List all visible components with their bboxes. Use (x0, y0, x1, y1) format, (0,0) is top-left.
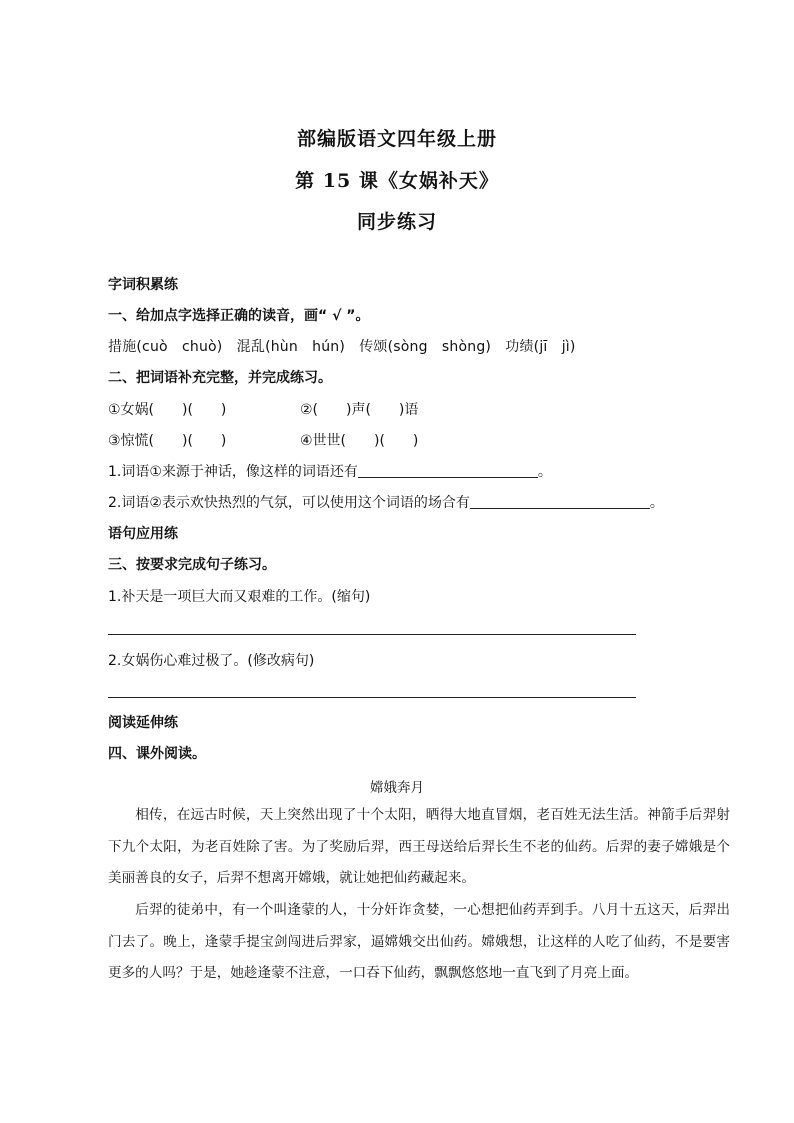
doc-title-line1: 部编版语文四年级上册 (296, 128, 497, 150)
question-2-item-4: ④世世( )( ) (300, 433, 419, 449)
question-4-prompt: 四、课外阅读。 (108, 746, 206, 762)
section-heading-reading: 阅读延伸练 (108, 715, 178, 731)
question-2-sub-2-text: 2.词语②表示欢快热烈的气氛，可以使用这个词语的场合有 (108, 495, 470, 511)
question-1-options: 措施(cuò chuò) 混乱(hùn hún) 传颂(sòng shòng) 功绩(jī jì) (108, 339, 576, 355)
answer-blank[interactable] (358, 463, 538, 478)
story-title: 嫦娥奔月 (370, 780, 424, 796)
question-2-item-2: ②( )声( )语 (300, 402, 419, 418)
doc-title-line3: 同步练习 (356, 211, 437, 233)
question-2-prompt: 二、把词语补充完整，并完成练习。 (108, 370, 332, 386)
section-heading-sentences: 语句应用练 (108, 526, 178, 542)
question-2-item-3: ③惊慌( )( ) (108, 433, 227, 449)
story-paragraph-1: 相传，在远古时候，天上突然出现了十个太阳，晒得大地直冒烟，老百姓无法生活。神箭手后羿射下九个太阳，为老百姓除了害。为了奖励后羿，西王母送给后羿长生不老的仙药。后羿的妻子嫦娥是个美丽善良的女子，后羿不想离开嫦娥，就让她把仙药藏起来。 (108, 807, 730, 886)
answer-blank[interactable] (470, 494, 650, 509)
question-1-prompt: 一、给加点字选择正确的读音，画“ √ ”。 (108, 308, 370, 324)
story-paragraph-2: 后羿的徒弟中，有一个叫逢蒙的人，十分奸诈贪婪，一心想把仙药弄到手。八月十五这天，后羿出门去了。晚上，逢蒙手提宝剑闯进后羿家，逼嫦娥交出仙药。嫦娥想，让这样的人吃了仙药，不是要害更多的人吗？于是，她趁逢蒙不注意，一口吞下仙药，飘飘悠悠地一直飞到了月亮上面。 (108, 902, 730, 981)
answer-line[interactable] (108, 634, 636, 635)
question-2-sub-1-text: 1.词语①来源于神话，像这样的词语还有 (108, 464, 358, 480)
answer-line[interactable] (108, 697, 636, 698)
question-3-prompt: 三、按要求完成句子练习。 (108, 557, 276, 573)
question-2-sub-2 (108, 493, 664, 513)
question-2-item-1: ①女娲( )( ) (108, 402, 227, 418)
doc-title-line2: 第 15 课《女娲补天》 (295, 170, 499, 192)
question-2-sub-2-end: 。 (649, 495, 664, 511)
question-2-sub-1 (108, 462, 552, 482)
question-3-sub-1: 1.补天是一项巨大而又艰难的工作。(缩句) (108, 589, 371, 605)
question-2-sub-1-end: 。 (537, 464, 552, 480)
section-heading-vocabulary: 字词积累练 (108, 277, 178, 293)
question-3-sub-2: 2.女娲伤心难过极了。(修改病句) (108, 653, 315, 669)
